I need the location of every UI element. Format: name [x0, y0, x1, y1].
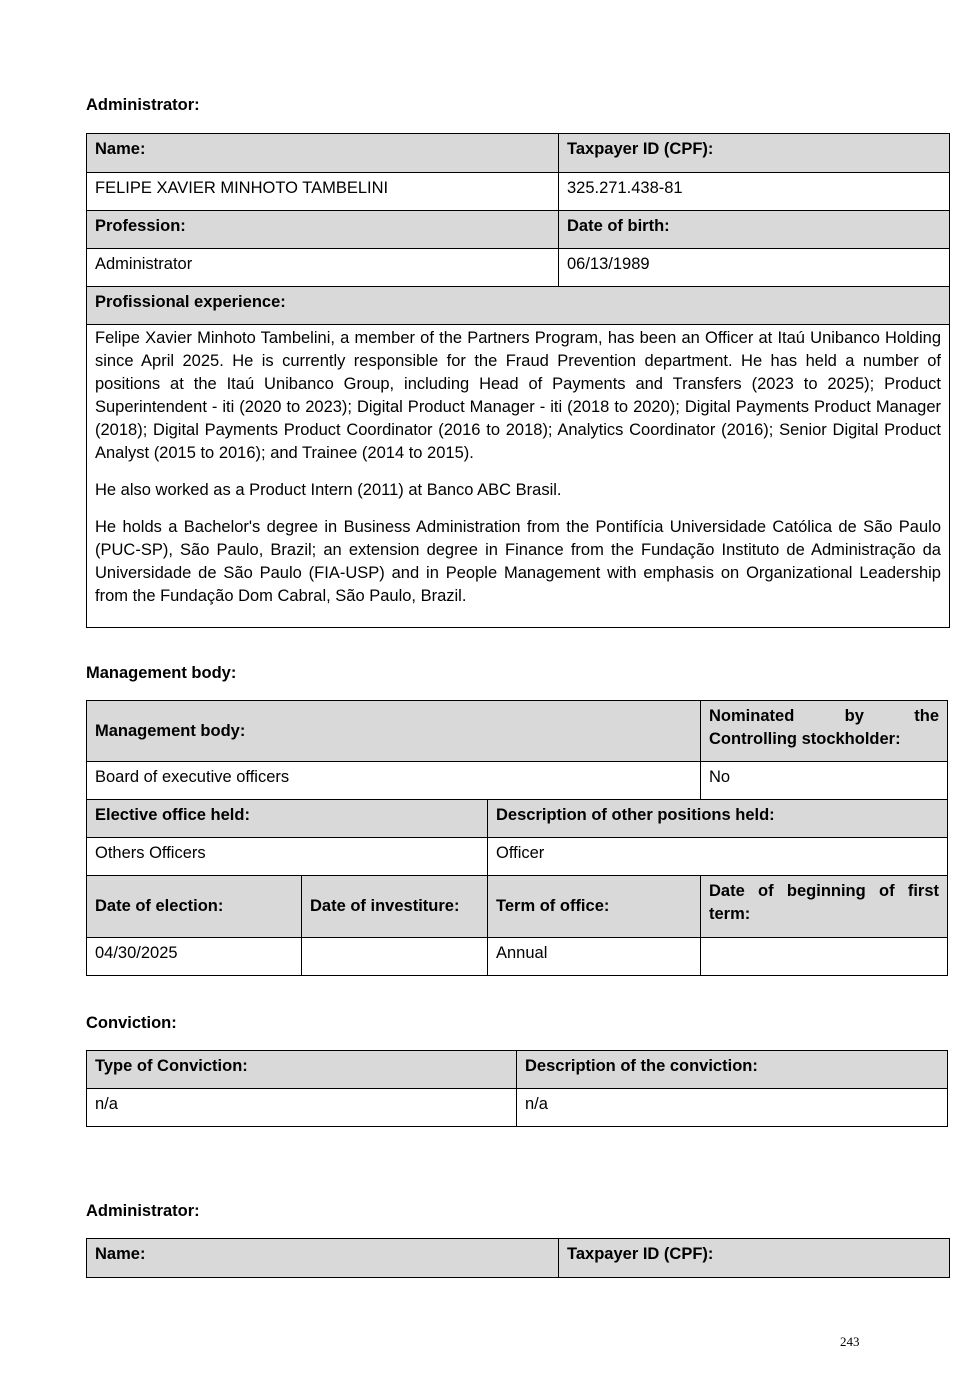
elective-office-value: Others Officers	[87, 838, 488, 876]
other-positions-value: Officer	[488, 838, 948, 876]
experience-paragraph: Felipe Xavier Minhoto Tambelini, a member of the Partners Program, has been an Officer at Itaú Unibanco Holding since April 2025. He is currently responsible for the Fraud Prevention department. He has held a number of positions at the Itaú Unibanco Group, including Head of Payments and Transfers (2023 to 2025); Product Superintendent - iti (2020 to 2023); Digital Product Manager - iti (2018 to 2020); Digital Payments Product Manager (2018); Digital Payments Product Coordinator (2016 to 2018); Analytics Coordinator (2016); Senior Digital Product Analyst (2015 to 2016); and Trainee (2014 to 2015).	[95, 329, 941, 462]
profession-value: Administrator	[87, 249, 559, 287]
nominated-value: No	[701, 762, 948, 800]
cpf-label: Taxpayer ID (CPF):	[559, 1239, 950, 1278]
experience-paragraph: He also worked as a Product Intern (2011) at Banco ABC Brasil.	[95, 481, 562, 499]
professional-experience-text	[87, 325, 950, 628]
name-label: Name:	[87, 134, 559, 173]
investiture-date-value	[302, 938, 488, 976]
nominated-label-text: Nominated by the Controlling stockholder:	[709, 707, 940, 748]
cpf-value: 325.271.438-81	[559, 173, 950, 211]
profession-label: Profession:	[87, 211, 559, 249]
management-body-label: Management body:	[87, 701, 701, 762]
management-body-value: Board of executive officers	[87, 762, 701, 800]
professional-experience-label: Profissional experience:	[87, 287, 950, 325]
name-label: Name:	[87, 1239, 559, 1278]
term-of-office-value: Annual	[488, 938, 701, 976]
name-value: FELIPE XAVIER MINHOTO TAMBELINI	[87, 173, 559, 211]
conviction-type-value: n/a	[87, 1089, 517, 1127]
administrator-heading-next: Administrator:	[86, 1202, 200, 1220]
investiture-date-label: Date of investiture:	[302, 876, 488, 938]
election-date-value: 04/30/2025	[87, 938, 302, 976]
conviction-description-value: n/a	[517, 1089, 948, 1127]
experience-paragraph: He holds a Bachelor's degree in Business Administration from the Pontifícia Universidade Católica de São Paulo (PUC-SP), São Paulo, Brazil; an extension degree in Finance from the Fundação Instituto de Administração da Universidade de São Paulo (FIA-USP) and in People Management with emphasis on Organizational Leadership from the Fundação Dom Cabral, São Paulo, Brazil.	[95, 518, 941, 605]
first-term-label	[701, 876, 948, 938]
election-date-label: Date of election:	[87, 876, 302, 938]
conviction-table	[86, 1050, 948, 1127]
date-of-birth-value: 06/13/1989	[559, 249, 950, 287]
nominated-label	[701, 701, 948, 762]
elective-office-label: Elective office held:	[87, 800, 488, 838]
management-body-heading: Management body:	[86, 664, 237, 682]
other-positions-label: Description of other positions held:	[488, 800, 948, 838]
term-of-office-label: Term of office:	[488, 876, 701, 938]
cpf-label: Taxpayer ID (CPF):	[559, 134, 950, 173]
administrator-heading: Administrator:	[86, 96, 200, 114]
conviction-type-label: Type of Conviction:	[87, 1051, 517, 1089]
first-term-label-text: Date of beginning of first term:	[709, 882, 940, 923]
page-number: 243	[840, 1334, 860, 1349]
conviction-heading: Conviction:	[86, 1014, 177, 1032]
first-term-value	[701, 938, 948, 976]
administrator-table	[86, 133, 950, 628]
administrator-table-next	[86, 1238, 950, 1278]
date-of-birth-label: Date of birth:	[559, 211, 950, 249]
conviction-description-label: Description of the conviction:	[517, 1051, 948, 1089]
management-body-table	[86, 700, 948, 976]
